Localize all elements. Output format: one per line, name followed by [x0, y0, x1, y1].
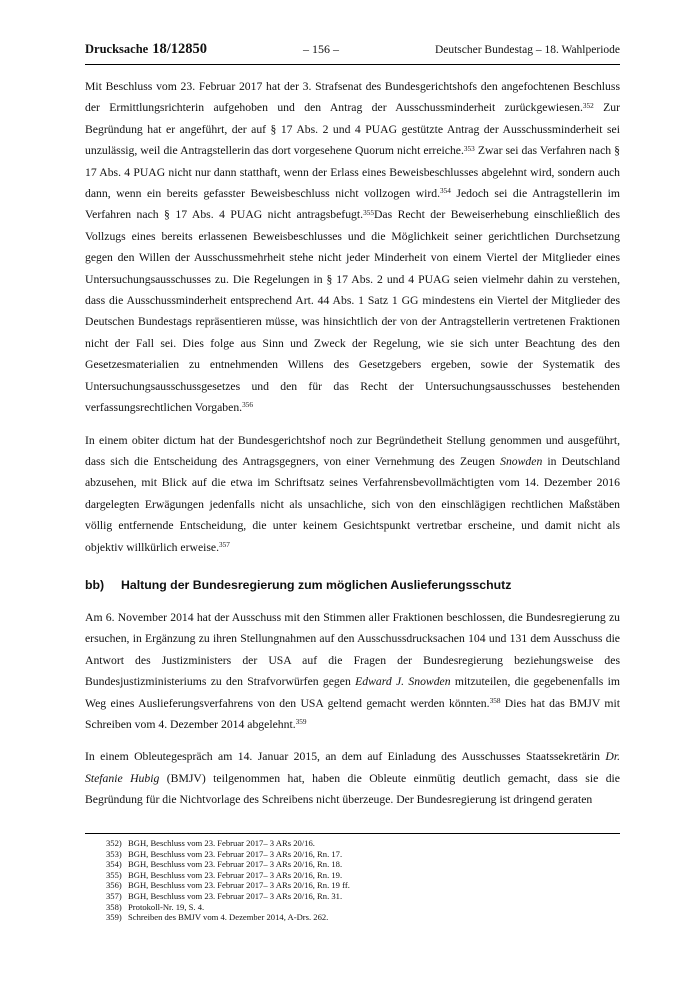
page-header: [85, 40, 620, 65]
page-number: – 156 –: [302, 42, 339, 56]
footnote-number: 357): [106, 890, 122, 901]
section-heading-text: Haltung der Bundesregierung zum möglichen Auslieferungsschutz: [121, 577, 512, 592]
document-body: [85, 76, 620, 822]
footnote-text: BGH, Beschluss vom 23. Februar 2017– 3 ARs 20/16, Rn. 19.: [128, 869, 343, 880]
footnote-item: [85, 849, 620, 860]
paragraph-obleutegespraech: In einem Obleutegespräch am 14. Januar 2015, an dem auf Einladung des Ausschusses Staatssekretärin Dr. Stefanie Hubig (BMJV) teilgenommen hat, haben die Obleute einmütig deutlich gemacht, dass sie die Begründung für die Nichtvorlage des Schreibens nicht überzeuge. Der Bundesregierung ist dringend geraten: [85, 750, 620, 807]
footnote-number: 355): [106, 869, 122, 880]
footnote-text: BGH, Beschluss vom 23. Februar 2017– 3 ARs 20/16, Rn. 17.: [128, 848, 343, 859]
footnote-item: [85, 859, 620, 870]
doc-label: Drucksache: [85, 42, 149, 56]
paragraph-obiter-dictum: In einem obiter dictum hat der Bundesgerichtshof noch zur Begründetheit Stellung genommen und ausgeführt, dass sich die Entscheidung des Antragsgegners, von einer Vernehmung des Zeugen Snowden in Deutschland abzusehen, mit Blick auf die etwa im Schriftsatz seines Verfahrensbevollmächtigten vom 14. Dezember 2016 dargelegten Erwägungen jedenfalls nicht als unsachliche, sich von den einschlägigen rechtlichen Maßstäben völlig entfernende Entscheidung, die unter keinem Gesichtspunkt vertretbar erscheine, und damit nicht als objektiv willkürlich erweise.$^{357}$: [85, 433, 620, 554]
paragraph-ausschuss-beschluss: Am 6. November 2014 hat der Ausschuss mit den Stimmen aller Fraktionen beschlossen, die Bundesregierung zu ersuchen, in Ergänzung zu ihren Stellungnahmen auf den Ausschussdrucksachen 104 und 131 dem Ausschuss die Antwort des Justizministers der USA auf die Fragen der Bundesregierung beziehungsweise des Bundesjustizministeriums zu den Strafvorwürfen gegen Edward J. Snowden mitzuteilen, die gegebenenfalls im Weg eines Auslieferungsverfahrens von den USA geltend gemacht werden könnten.$^{358}$ Dies hat das BMJV mit Schreiben vom 4. Dezember 2014 abgelehnt.$^{359}$: [85, 610, 620, 731]
footnote-text: BGH, Beschluss vom 23. Februar 2017– 3 ARs 20/16, Rn. 19 ff.: [128, 880, 350, 891]
footnote-item: [85, 902, 620, 913]
footnote-item: [85, 838, 620, 849]
paragraph-bgh-beschluss: Mit Beschluss vom 23. Februar 2017 hat der 3. Strafsenat des Bundesgerichtshofs den angefochtenen Beschluss der Ermittlungsrichterin aufgehoben und den Antrag der Ausschussminderheit zurückgewiesen.$^{352}$ Zur Begründung hat er angeführt, der auf § 17 Abs. 2 und 4 PUAG gestützte Antrag der Ausschussminderheit sei unzulässig, weil die Antragstellerin das dort vorgesehene Quorum nicht erreiche.$^{353}$ Zwar sei das Verfahren nach § 17 Abs. 4 PUAG nicht nur dann statthaft, wenn der Erlass eines Beweisbeschlusses abgelehnt wird, sondern auch dann, wenn ein bereits gefasster Beweisbeschluss nicht vollzogen wird.$^{354}$ Jedoch sei die Antragstellerin im Verfahren nach § 17 Abs. 4 PUAG nicht antragsbefugt.$^{355}$Das Recht der Beweiserhebung einschließlich des Vollzugs eines bereits erlassenen Beweisbeschlusses und die Möglichkeit seiner gerichtlichen Durchsetzung gegen den Willen der Ausschussmehrheit stehe nicht jeder Minderheit von einem Viertel der Mitglieder eines Untersuchungsausschusses zu. Die Regelungen in § 17 Abs. 2 und 4 PUAG seien vielmehr dahin zu verstehen, dass die Ausschussminderheit entsprechend Art. 44 Abs. 1 Satz 1 GG mindestens ein Viertel der Mitglieder des Deutschen Bundestags repräsentieren müsse, was hinsichtlich der von der Antragstellerin vertretenen Fraktionen nicht der Fall sei. Dies folge aus Sinn und Zweck der Regelung, wie sie sich unter Beachtung des den Gesetzesmaterialien zu entnehmenden Willens des Gesetzgebers ergeben, sowie der Systematik des Untersuchungsausschussgesetzes und den für das Recht der Untersuchungsausschusses bestehenden verfassungsrechtlichen Vorgaben.$^{356}$: [85, 80, 620, 415]
footnote-number: 352): [106, 838, 122, 848]
footnote-item: [85, 870, 620, 881]
doc-title: [85, 40, 207, 58]
footnote-text: BGH, Beschluss vom 23. Februar 2017– 3 ARs 20/16, Rn. 18.: [128, 859, 343, 870]
footnote-text: BGH, Beschluss vom 23. Februar 2017– 3 ARs 20/16, Rn. 31.: [128, 890, 343, 901]
section-heading-label: bb): [85, 577, 105, 592]
footnote-item: [85, 891, 620, 902]
footnote-text: Schreiben des BMJV vom 4. Dezember 2014, A-Drs. 262.: [128, 912, 329, 923]
footnote-number: 356): [106, 880, 122, 891]
footnote-separator: [85, 833, 620, 834]
doc-number: 18/12850: [152, 41, 207, 57]
footnote-section: [85, 833, 620, 923]
footnote-number: 359): [106, 912, 122, 923]
footnote-number: 358): [106, 901, 122, 912]
footnote-number: 354): [106, 859, 122, 870]
header-session-info: Deutscher Bundestag – 18. Wahlperiode: [434, 44, 620, 56]
footnote-text: BGH, Beschluss vom 23. Februar 2017– 3 ARs 20/16.: [128, 838, 315, 848]
footnote-item: [85, 880, 620, 891]
footnote-list: [85, 838, 620, 923]
section-heading: [85, 578, 620, 593]
footnote-item: [85, 912, 620, 923]
footnote-text: Protokoll-Nr. 19, S. 4.: [128, 901, 205, 912]
footnote-number: 353): [106, 848, 122, 859]
